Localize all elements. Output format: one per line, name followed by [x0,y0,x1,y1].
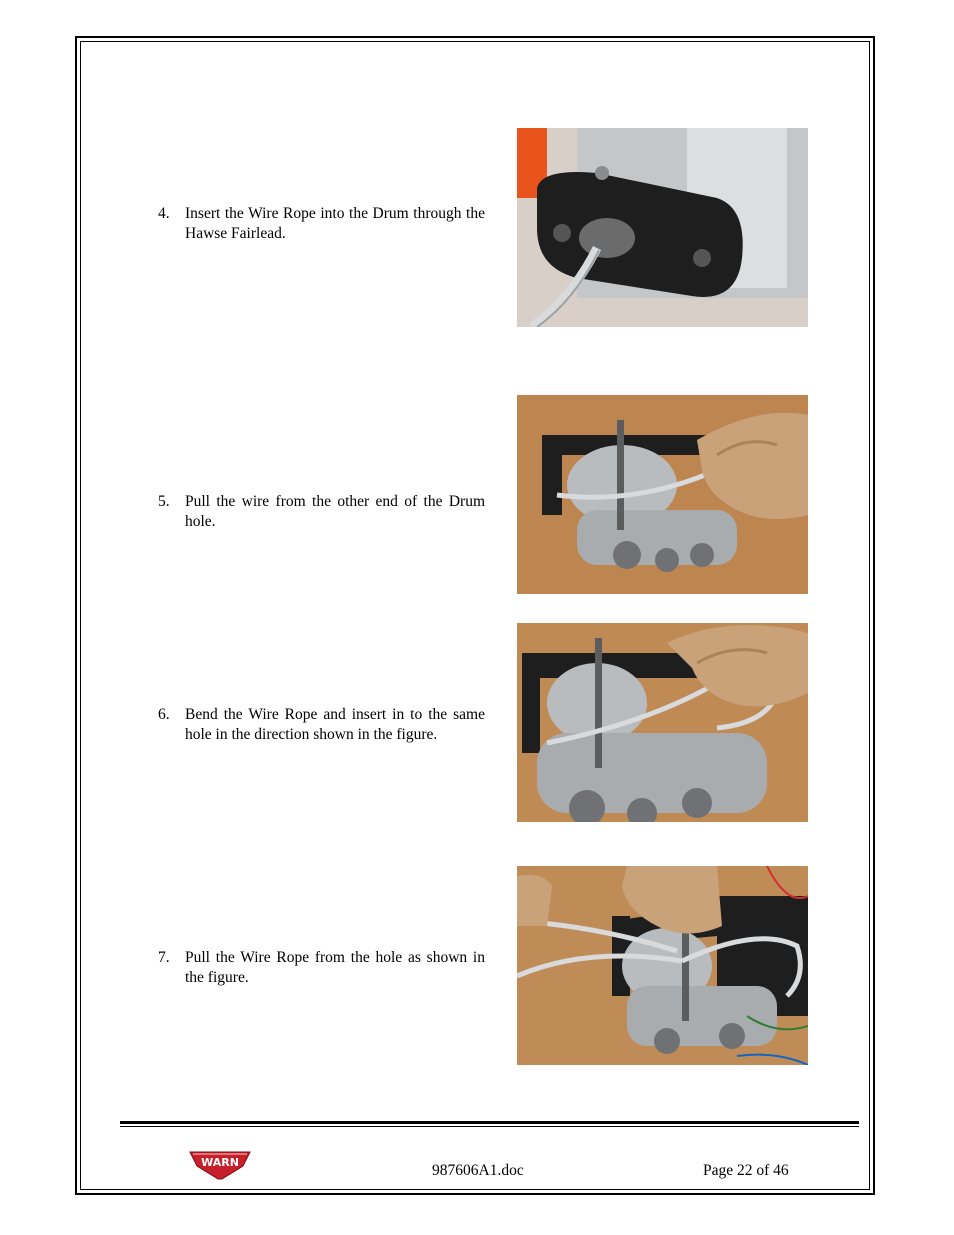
step-5 [158,492,485,532]
photo-bend-rope-insert [517,623,808,822]
step-text: Pull the Wire Rope from the hole as shown in the figure. [185,949,485,986]
photo-insert-rope-fairlead [517,128,808,327]
warn-logo [188,1149,252,1180]
step-number: 6. [158,706,170,723]
footer-rule [120,1121,859,1124]
photo-pull-wire-drum [517,395,808,594]
footer-page-number: Page 22 of 46 [703,1162,789,1179]
step-text: Insert the Wire Rope into the Drum through the Hawse Fairlead. [185,205,485,242]
step-text: Bend the Wire Rope and insert in to the same hole in the direction shown in the figure. [185,706,485,743]
step-text: Pull the wire from the other end of the Drum hole. [185,493,485,530]
step-number: 4. [158,205,170,222]
step-4 [158,204,485,244]
step-7 [158,948,485,988]
footer-document-name: 987606A1.doc [432,1162,524,1179]
step-number: 5. [158,493,170,510]
photo-pull-rope-hole [517,866,808,1065]
step-6 [158,705,485,745]
step-number: 7. [158,949,170,966]
footer-rule-thin [120,1126,859,1127]
svg-text:WARN: WARN [201,1156,239,1169]
